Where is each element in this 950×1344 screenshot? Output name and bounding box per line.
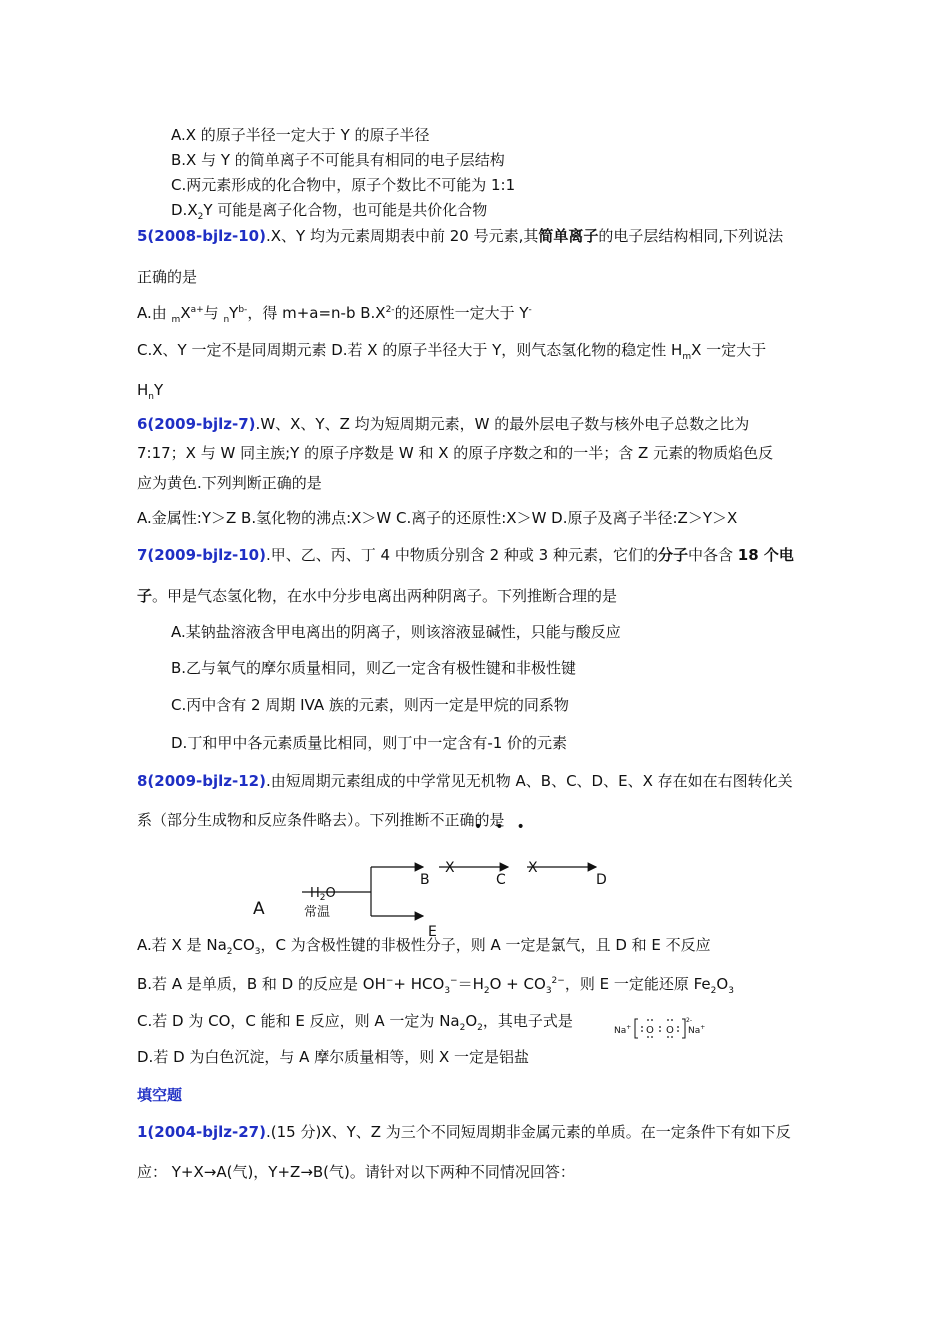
q8-option-b: B.若 A 是单质，B 和 D 的反应是 $OH^-+ HCO_3^-=H_2O + CO_3^{2-}$，则 E 一定能还原 $Fe_2O_3$ — [137, 975, 734, 996]
condition-room-temp: 常温 — [304, 905, 331, 920]
reaction-diagram — [240, 850, 620, 940]
q6-stem-line1: 6(2009-bjlz-7).W、X、Y、Z 均为短周期元素，W 的最外层电子数与核外电子总数之比为 — [137, 415, 750, 433]
node-e: E — [428, 924, 437, 940]
section-title-fill-in: 填空题 — [137, 1086, 183, 1104]
q7-stem-line1: 7(2009-bjlz-10).甲、乙、丙、丁 4 中物质分别含 2 种或 3 种元素，它们的分子中各含 18 个电 — [137, 546, 794, 564]
fill-q1-line2: 应： Y+X→A(气)，Y+Z→B(气)。请针对以下两种不同情况回答： — [137, 1163, 575, 1181]
q4-option-c: C.两元素形成的化合物中，原子个数比不可能为 1:1 — [171, 176, 516, 194]
node-d: D — [596, 872, 607, 888]
q5-option-d-cont: $H_nY$ — [137, 381, 164, 402]
fill-q1-line1: 1(2004-bjlz-27).(15 分)X、Y、Z 为三个不同短周期非金属元素的单质。在一定条件下有如下反 — [137, 1123, 791, 1141]
q7-option-a: A.某钠盐溶液含甲电离出的阴离子，则该溶液显碱性，只能与酸反应 — [171, 623, 621, 641]
q8-stem-line1: 8(2009-bjlz-12).由短周期元素组成的中学常见无机物 A、B、C、D、E、X 存在如在右图转化关 — [137, 772, 793, 790]
fill-q1-ref: 1(2004-bjlz-27) — [137, 1123, 266, 1141]
q7-stem-line2: 子。甲是气态氢化物，在水中分步电离出两种阴离子。下列推断合理的是 — [137, 587, 618, 605]
q8-stem-line2: 系（部分生成物和反应条件略去）。下列推断不正确的是 — [137, 811, 505, 829]
node-c: C — [496, 872, 506, 888]
q7-option-b: B.乙与氧气的摩尔质量相同，则乙一定含有极性键和非极性键 — [171, 659, 577, 677]
q5-stem-line2: 正确的是 — [137, 268, 198, 286]
q5-option-cd: C.X、Y 一定不是同周期元素 D.若 X 的原子半径大于 Y，则气态氢化物的稳定性 $H_mX$ 一定大于 — [137, 341, 767, 362]
condition-h2o: $H_2O$ — [310, 886, 336, 903]
q4-option-d: $D.X_2Y$ 可能是离子化合物，也可能是共价化合物 — [171, 201, 488, 222]
q6-stem-line2: 7:17；X 与 W 同主族;Y 的原子序数是 W 和 X 的原子序数之和的一半；含 Z 元素的物质焰色反 — [137, 444, 774, 462]
q4-option-b: B.X 与 Y 的简单离子不可能具有相同的电子层结构 — [171, 151, 505, 169]
q8-option-a: A.若 X 是 $Na_2CO_3$，C 为含极性键的非极性分子，则 A 一定是氯气，且 D 和 E 不反应 — [137, 936, 711, 957]
q7-ref: 7(2009-bjlz-10) — [137, 546, 266, 564]
reagent-x1: X — [445, 860, 455, 876]
q8-option-d: D.若 D 为白色沉淀，与 A 摩尔质量相等，则 X 一定是铝盐 — [137, 1048, 530, 1066]
ef-o1: O — [646, 1025, 654, 1036]
emphasis-dots: ••• — [474, 819, 538, 835]
q5-option-ab: A.由 $_mX^{a+}$与 $_nY^{b-}$，得 m+a=n-b $B.X^{2-}$的还原性一定大于 Y- — [137, 304, 532, 325]
q7-option-d: D.丁和甲中各元素质量比相同，则丁中一定含有-1 价的元素 — [171, 734, 568, 752]
ef-na1: Na — [614, 1026, 627, 1036]
q6-ref: 6(2009-bjlz-7) — [137, 415, 256, 433]
q6-options: A.金属性:Y＞Z B.氢化物的沸点:X＞W C.离子的还原性:X＞W D.原子及离子半径:Z＞Y＞X — [137, 509, 738, 527]
reagent-x2: X — [528, 860, 538, 876]
node-b: B — [420, 872, 430, 888]
q6-stem-line3: 应为黄色.下列判断正确的是 — [137, 474, 322, 492]
q8-ref: 8(2009-bjlz-12) — [137, 772, 266, 790]
q4-option-a: A.X 的原子半径一定大于 Y 的原子半径 — [171, 126, 430, 144]
q7-option-c: C.丙中含有 2 周期 IVA 族的元素，则丙一定是甲烷的同系物 — [171, 696, 569, 714]
q5-ref: 5(2008-bjlz-10) — [137, 227, 266, 245]
ef-o2: O — [666, 1025, 674, 1036]
q5-stem-line1: 5(2008-bjlz-10).X、Y 均为元素周期表中前 20 号元素,其简单离子的电子层结构相同,下列说法 — [137, 227, 784, 245]
ef-charge: 2- — [686, 1017, 692, 1024]
svg-text:Na+: Na+ — [614, 1024, 632, 1036]
q8-option-c: C.若 D 为 CO，C 能和 E 反应，则 A 一定为 $Na_2O_2$，其电子式是 — [137, 1012, 573, 1033]
na2o2-electron-formula — [612, 1013, 712, 1043]
svg-text:Na+: Na+ — [688, 1024, 706, 1036]
ef-na2: Na — [688, 1026, 701, 1036]
node-a: A — [253, 899, 265, 919]
